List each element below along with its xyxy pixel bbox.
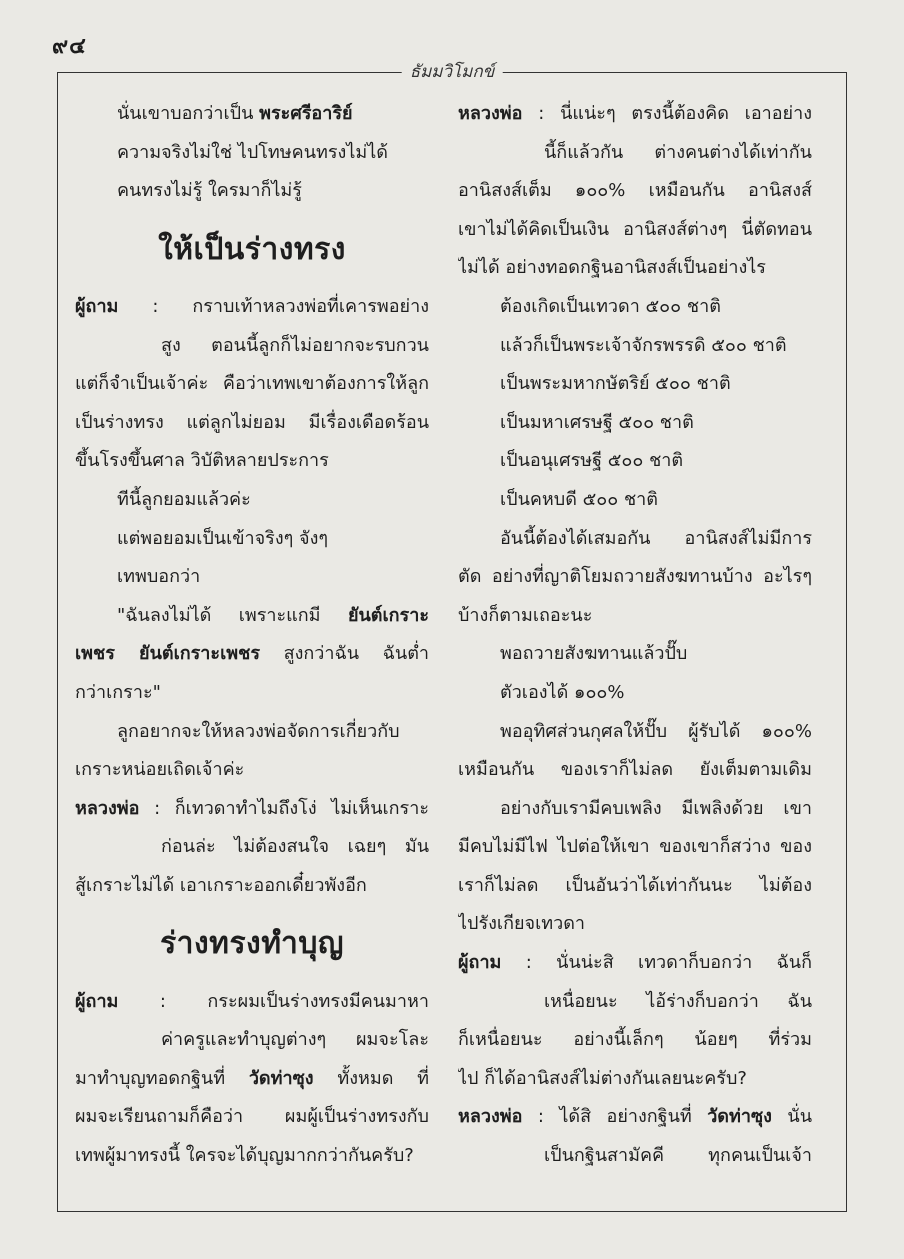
speaker-label: หลวงพ่อ [458, 103, 523, 124]
text-line: ลูกอยากจะให้หลวงพ่อจัดการเกี่ยวกับ [117, 720, 400, 742]
text-line: คนทรงไม่รู้ ใครมาก็ไม่รู้ [117, 180, 302, 202]
speaker-label: ผู้ถาม [75, 990, 119, 1012]
dialogue-line: หลวงพ่อ : นี่แน่ะๆ ตรงนี้ต้องคิด เอาอย่าง [458, 103, 812, 124]
text-line: กว่าเกราะ" [75, 681, 161, 703]
text-line: ไม่ได้ อย่างทอดกฐินอานิสงส์เป็นอย่างไร [458, 257, 766, 279]
speaker-label: หลวงพ่อ [75, 797, 140, 819]
text-line: อานิสงส์เต็ม ๑๐๐% เหมือนกัน อานิสงส์ [458, 180, 812, 202]
text-line: เหมือนกัน ของเราก็ไม่ลด ยังเต็มตามเดิม [458, 759, 812, 781]
text-line: เทพบอกว่า [117, 566, 201, 588]
running-title: ธัมมวิโมกข์ [402, 61, 503, 83]
text-line: เทพผู้มาทรงนี้ ใครจะได้บุญมากกว่ากันครับ? [75, 1145, 414, 1167]
section-heading: ให้เป็นร่างทรง [158, 231, 346, 267]
text-line: เพชร ยันต์เกราะเพชร สูงกว่าฉัน ฉันต่ำ [75, 643, 429, 665]
dialogue-line: ผู้ถาม : กราบเท้าหลวงพ่อที่เคารพอย่าง [75, 295, 429, 317]
text-line: มาทำบุญทอดกฐินที่ วัดท่าซุง ทั้งหมด ที่ [75, 1067, 429, 1089]
text-line: ไปรังเกียจเทวดา [458, 913, 586, 935]
speaker-label: หลวงพ่อ [458, 1106, 523, 1128]
text-line: มีคบไม่มีไฟ ไปต่อให้เขา ของเขาก็สว่าง ของ [458, 836, 812, 858]
text-line: เป็นกฐินสามัคคี ทุกคนเป็นเจ้า [544, 1145, 812, 1167]
text-line: เป็นพระมหากษัตริย์ ๕๐๐ ชาติ [500, 373, 731, 395]
speaker-label: ผู้ถาม [75, 295, 119, 317]
dialogue-line: หลวงพ่อ : ได้สิ อย่างกฐินที่ วัดท่าซุง นั่น [458, 1106, 812, 1128]
text-line: ต้องเกิดเป็นเทวดา ๕๐๐ ชาติ [500, 295, 721, 317]
text-line: สูง ตอนนี้ลูกก็ไม่อยากจะรบกวน [161, 334, 429, 356]
text-line: พอถวายสังฆทานแล้วปั๊บ [500, 643, 688, 665]
text-line: ทีนี้ลูกยอมแล้วค่ะ [117, 488, 251, 510]
text-line: นั่นเขาบอกว่าเป็น พระศรีอาริย์ [117, 103, 353, 124]
text-line: "ฉันลงไม่ได้ เพราะแกมี ยันต์เกราะ [117, 604, 429, 626]
text-line: สู้เกราะไม่ได้ เอาเกราะออกเดี๋ยวพังอีก [75, 874, 367, 896]
text-line: ค่าครูและทำบุญต่างๆ ผมจะโละ [161, 1029, 429, 1051]
speaker-label: ผู้ถาม [458, 952, 502, 974]
text-line: นี้ก็แล้วกัน ต่างคนต่างได้เท่ากัน [544, 141, 812, 163]
right-column [458, 95, 812, 1176]
dialogue-line: ผู้ถาม : นั่นน่ะสิ เทวดาก็บอกว่า ฉันก็ [458, 952, 812, 974]
text-line: แต่ก็จำเป็นเจ้าค่ะ คือว่าเทพเขาต้องการให้ลูก [75, 373, 429, 395]
text-line: เขาไม่ได้คิดเป็นเงิน อานิสงส์ต่างๆ นี่ตัดทอน [458, 218, 812, 240]
dialogue-line: ผู้ถาม : กระผมเป็นร่างทรงมีคนมาหา [75, 990, 429, 1012]
text-line: แต่พอยอมเป็นเข้าจริงๆ จังๆ [117, 527, 329, 549]
section-heading: ร่างทรงทำบุญ [160, 926, 344, 962]
text-line: ไป ก็ได้อานิสงส์ไม่ต่างกันเลยนะครับ? [458, 1067, 747, 1089]
text-line: ก่อนล่ะ ไม่ต้องสนใจ เฉยๆ มัน [161, 836, 429, 858]
left-column [75, 95, 429, 1176]
text-line: ตัด อย่างที่ญาติโยมถวายสังฆทานบ้าง อะไรๆ [458, 566, 812, 588]
text-line: ผมจะเรียนถามก็คือว่า ผมผู้เป็นร่างทรงกับ [75, 1106, 429, 1128]
text-line: เกราะหน่อยเถิดเจ้าค่ะ [75, 759, 245, 781]
text-line: แล้วก็เป็นพระเจ้าจักรพรรดิ ๕๐๐ ชาติ [500, 334, 787, 356]
dialogue-line: หลวงพ่อ : ก็เทวดาทำไมถึงโง่ ไม่เห็นเกราะ [75, 797, 429, 819]
text-line: เหนื่อยนะ ไอ้ร่างก็บอกว่า ฉัน [544, 990, 812, 1012]
text-line: ขึ้นโรงขึ้นศาล วิบัติหลายประการ [75, 450, 329, 472]
text-frame [57, 62, 847, 1212]
page-number: ๙๔ [52, 33, 87, 59]
text-line: เป็นอนุเศรษฐี ๕๐๐ ชาติ [500, 450, 684, 472]
text-line: เป็นคหบดี ๕๐๐ ชาติ [500, 488, 658, 510]
text-line: ความจริงไม่ใช่ ไปโทษคนทรงไม่ได้ [117, 141, 388, 163]
text-line: ตัวเองได้ ๑๐๐% [500, 681, 625, 703]
text-line: ก็เหนื่อยนะ อย่างนี้เล็กๆ น้อยๆ ที่ร่วม [458, 1029, 812, 1051]
text-line: อย่างกับเรามีคบเพลิง มีเพลิงด้วย เขา [500, 797, 812, 819]
text-line: เป็นร่างทรง แต่ลูกไม่ยอม มีเรื่องเดือดร้อน [75, 411, 429, 433]
text-line: เราก็ไม่ลด เป็นอันว่าได้เท่ากันนะ ไม่ต้อง [458, 874, 812, 896]
text-line: อันนี้ต้องได้เสมอกัน อานิสงส์ไม่มีการ [500, 527, 812, 549]
text-line: เป็นมหาเศรษฐี ๕๐๐ ชาติ [500, 411, 694, 433]
text-line: บ้างก็ตามเถอะนะ [458, 604, 593, 626]
text-line: พออุทิศส่วนกุศลให้ปั๊บ ผู้รับได้ ๑๐๐% [500, 720, 812, 742]
